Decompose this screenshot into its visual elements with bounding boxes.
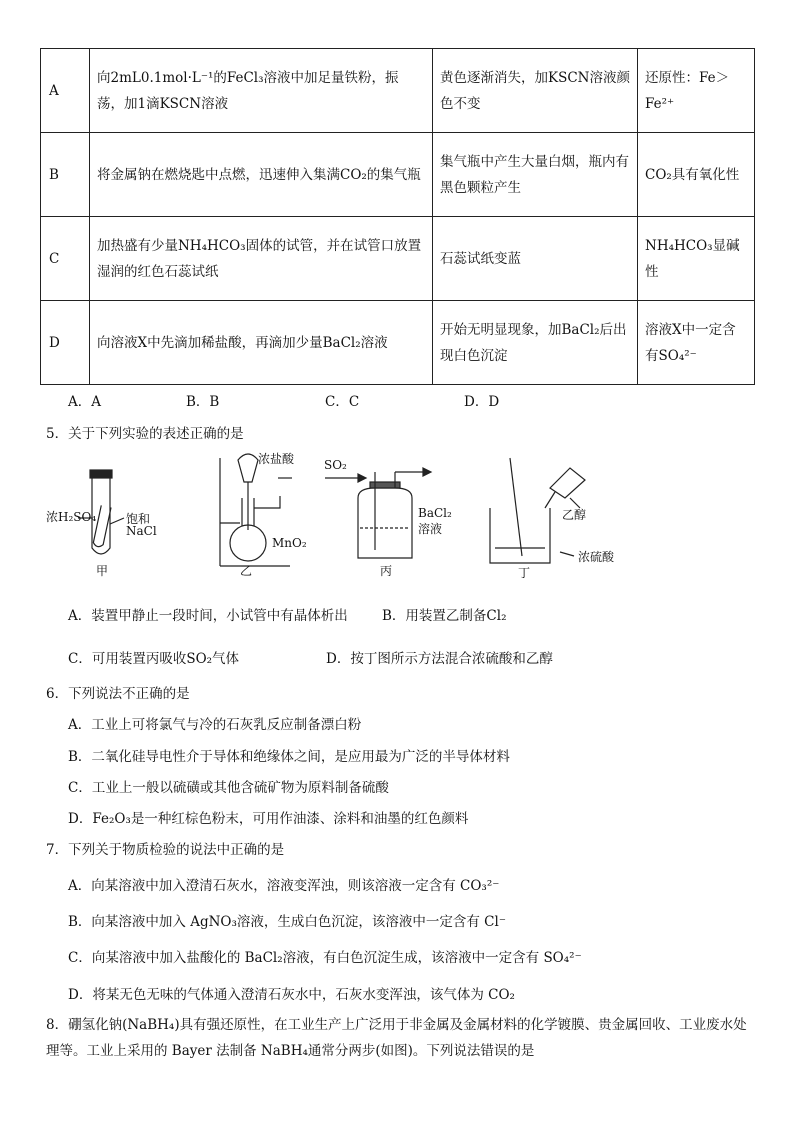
label-bacl2-1: BaCl₂	[418, 506, 452, 520]
label-ethanol: 乙醇	[562, 508, 587, 522]
label-so2: SO₂	[324, 458, 347, 472]
q6-stem: 6．下列说法不正确的是	[46, 686, 190, 702]
q5-stem: 5．关于下列实验的表述正确的是	[46, 426, 244, 442]
q8-stem: 8．硼氢化钠(NaBH₄)具有强还原性，在工业生产上广泛用于非金属及金属材料的化学镀膜、贵金属回收、工业废水处理等。工业上采用的 Bayer 法制备 NaBH₄通常分两步(如图)。下列说法错误的是	[46, 1017, 747, 1059]
operation-cell: 加热盛有少量NH₄HCO₃固体的试管，并在试管口放置湿润的红色石蕊试纸	[90, 217, 433, 301]
q7-option-c[interactable]: C．向某溶液中加入盐酸化的 BaCl₂溶液，有白色沉淀生成，该溶液中一定含有 SO₄²⁻	[68, 950, 582, 966]
q5-option-a[interactable]: A．装置甲静止一段时间，小试管中有晶体析出	[68, 608, 348, 624]
q7-option-b[interactable]: B．向某溶液中加入 AgNO₃溶液，生成白色沉淀，该溶液中一定含有 Cl⁻	[68, 914, 506, 930]
row-label: B	[41, 133, 90, 217]
label-bing: 丙	[380, 564, 393, 578]
row-label: D	[41, 301, 90, 385]
label-sat-2: NaCl	[126, 524, 157, 538]
q4-option-c[interactable]: C．C	[325, 394, 360, 410]
reagent-bottle-icon	[550, 468, 585, 498]
q7-stem: 7．下列关于物质检验的说法中正确的是	[46, 842, 285, 858]
q4-options	[68, 390, 668, 412]
operation-cell: 向2mL0.1mol·L⁻¹的FeCl₃溶液中加足量铁粉，振荡，加1滴KSCN溶液	[90, 49, 433, 133]
conclusion-cell: 溶液X中一定含有SO₄²⁻	[638, 301, 755, 385]
q6-option-a[interactable]: A．工业上可将氯气与冷的石灰乳反应制备漂白粉	[68, 717, 362, 733]
q7-option-d[interactable]: D．将某无色无味的气体通入澄清石灰水中，石灰水变浑浊，该气体为 CO₂	[68, 987, 515, 1003]
label-bacl2-2: 溶液	[418, 522, 443, 536]
q7-option-a[interactable]: A．向某溶液中加入澄清石灰水，溶液变浑浊，则该溶液一定含有 CO₃²⁻	[68, 878, 500, 894]
label-conc-hcl: 浓盐酸	[258, 452, 295, 466]
q6-option-b[interactable]: B．二氧化硅导电性介于导体和绝缘体之间，是应用最为广泛的半导体材料	[68, 749, 510, 765]
q4-option-b[interactable]: B．B	[186, 394, 220, 410]
table-row	[41, 301, 755, 385]
operation-cell: 向溶液X中先滴加稀盐酸，再滴加少量BaCl₂溶液	[90, 301, 433, 385]
table-row	[41, 133, 755, 217]
phenomenon-cell: 黄色逐渐消失，加KSCN溶液颜色不变	[433, 49, 638, 133]
apparatus-figure	[40, 448, 640, 578]
conclusion-cell: 还原性：Fe＞Fe²⁺	[638, 49, 755, 133]
label-conc-sulfuric: 浓硫酸	[578, 550, 615, 564]
label-jia: 甲	[96, 564, 109, 578]
gas-bottle-icon	[358, 488, 412, 558]
stopper-icon	[90, 470, 112, 478]
table-row	[41, 217, 755, 301]
phenomenon-cell: 开始无明显现象，加BaCl₂后出现白色沉淀	[433, 301, 638, 385]
row-label: A	[41, 49, 90, 133]
table-row	[41, 49, 755, 133]
operation-cell: 将金属钠在燃烧匙中点燃，迅速伸入集满CO₂的集气瓶	[90, 133, 433, 217]
experiment-table	[40, 48, 755, 385]
q5-option-b[interactable]: B．用装置乙制备Cl₂	[382, 608, 507, 624]
label-sat-1: 饱和	[126, 512, 151, 526]
q4-option-a[interactable]: A．A	[68, 394, 101, 410]
label-ding: 丁	[518, 566, 531, 580]
glass-rod-icon	[510, 458, 522, 556]
dropping-funnel-icon	[238, 454, 258, 482]
label-yi: 乙	[240, 564, 253, 578]
q6-option-c[interactable]: C．工业上一般以硫磺或其他含硫矿物为原料制备硫酸	[68, 780, 389, 796]
q5-option-d[interactable]: D．按丁图所示方法混合浓硫酸和乙醇	[326, 651, 553, 667]
label-conc-h2so4: 浓H₂SO₄	[46, 510, 97, 524]
q5-option-c[interactable]: C．可用装置丙吸收SO₂气体	[68, 651, 240, 667]
q6-option-d[interactable]: D．Fe₂O₃是一种红棕色粉末，可用作油漆、涂料和油墨的红色颜料	[68, 811, 469, 827]
conclusion-cell: NH₄HCO₃显碱性	[638, 217, 755, 301]
q4-option-d[interactable]: D．D	[464, 394, 500, 410]
phenomenon-cell: 集气瓶中产生大量白烟，瓶内有黑色颗粒产生	[433, 133, 638, 217]
conclusion-cell: CO₂具有氧化性	[638, 133, 755, 217]
round-flask-icon	[230, 525, 266, 561]
row-label: C	[41, 217, 90, 301]
phenomenon-cell: 石蕊试纸变蓝	[433, 217, 638, 301]
label-mno2: MnO₂	[272, 536, 307, 550]
